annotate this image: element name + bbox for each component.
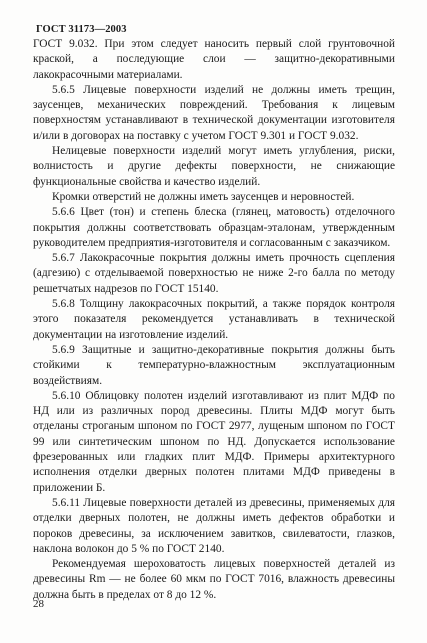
paragraph-roughness: Рекомендуемая шероховатость лицевых поверхностей деталей из древесины Rm — не более 60 мкм по ГОСТ 7016, влажность древесины должна быть в пределах от 8 до 12 %. [33, 558, 395, 601]
paragraph-hole-edges: Кромки отверстий не должны иметь заусенцев и неровностей. [52, 190, 355, 203]
paragraph-5-6-8: 5.6.8 Толщину лакокрасочных покрытий, а также порядок контроля этого показателя рекомендуется устанавливать в технической документации на изготовление изделий. [33, 298, 395, 341]
paragraph-5-6-5: 5.6.5 Лицевые поверхности изделий не должны иметь трещин, заусенцев, механических повреждений. Требования к лицевым поверхностям устанавливают в технической документации изготовителя и/или в договорах на поставку с учетом ГОСТ 9.301 и ГОСТ 9.032. [33, 83, 395, 142]
paragraph-5-6-7: 5.6.7 Лакокрасочные покрытия должны иметь прочность сцепления (адгезию) с отделываемой поверхностью не ниже 2-го балла по методу решетчатых надрезов по ГОСТ 15140. [33, 252, 395, 295]
paragraph-5-6-6: 5.6.6 Цвет (тон) и степень блеска (глянец, матовость) отделочного покрытия должны соответствовать образцам-эталонам, утвержденным руководителем предприятия-изготовителя и согласованным с заказчиком. [33, 206, 395, 249]
document-header: ГОСТ 31173—2003 [36, 24, 127, 35]
body-text [33, 37, 395, 603]
paragraph-non-face-surfaces: Нелицевые поверхности изделий могут иметь углубления, риски, волнистость и другие дефекты поверхности, не снижающие функциональные свойства и качество изделий. [33, 145, 395, 188]
paragraph-continuation: ГОСТ 9.032. При этом следует наносить первый слой грунтовочной краской, а последующие слои — защитно-декоративными лакокрасочными материалами. [33, 38, 395, 81]
paragraph-5-6-10: 5.6.10 Облицовку полотен изделий изготавливают из плит МДФ по НД или из различных пород древесины. Плиты МДФ могут быть отделаны строганым шпоном по ГОСТ 2977, лущеным шпоном по ГОСТ 99 или синтетическим шпоном по НД. Допускается использование фрезерованных или гладких плит МДФ. Примеры архитектурного исполнения отделки дверных полотен плитами МДФ приведены в приложении Б. [33, 389, 395, 494]
paragraph-5-6-11: 5.6.11 Лицевые поверхности деталей из древесины, применяемых для отделки дверных полотен, не должны иметь дефектов обработки и пороков древесины, за исключением завитков, свилеватости, глазков, наклона волокон до 5 % по ГОСТ 2140. [33, 496, 395, 555]
page-number: 28 [33, 598, 44, 610]
paragraph-5-6-9: 5.6.9 Защитные и защитно-декоративные покрытия должны быть стойкими к температурно-влажностным эксплуатационным воздействиям. [33, 343, 395, 387]
